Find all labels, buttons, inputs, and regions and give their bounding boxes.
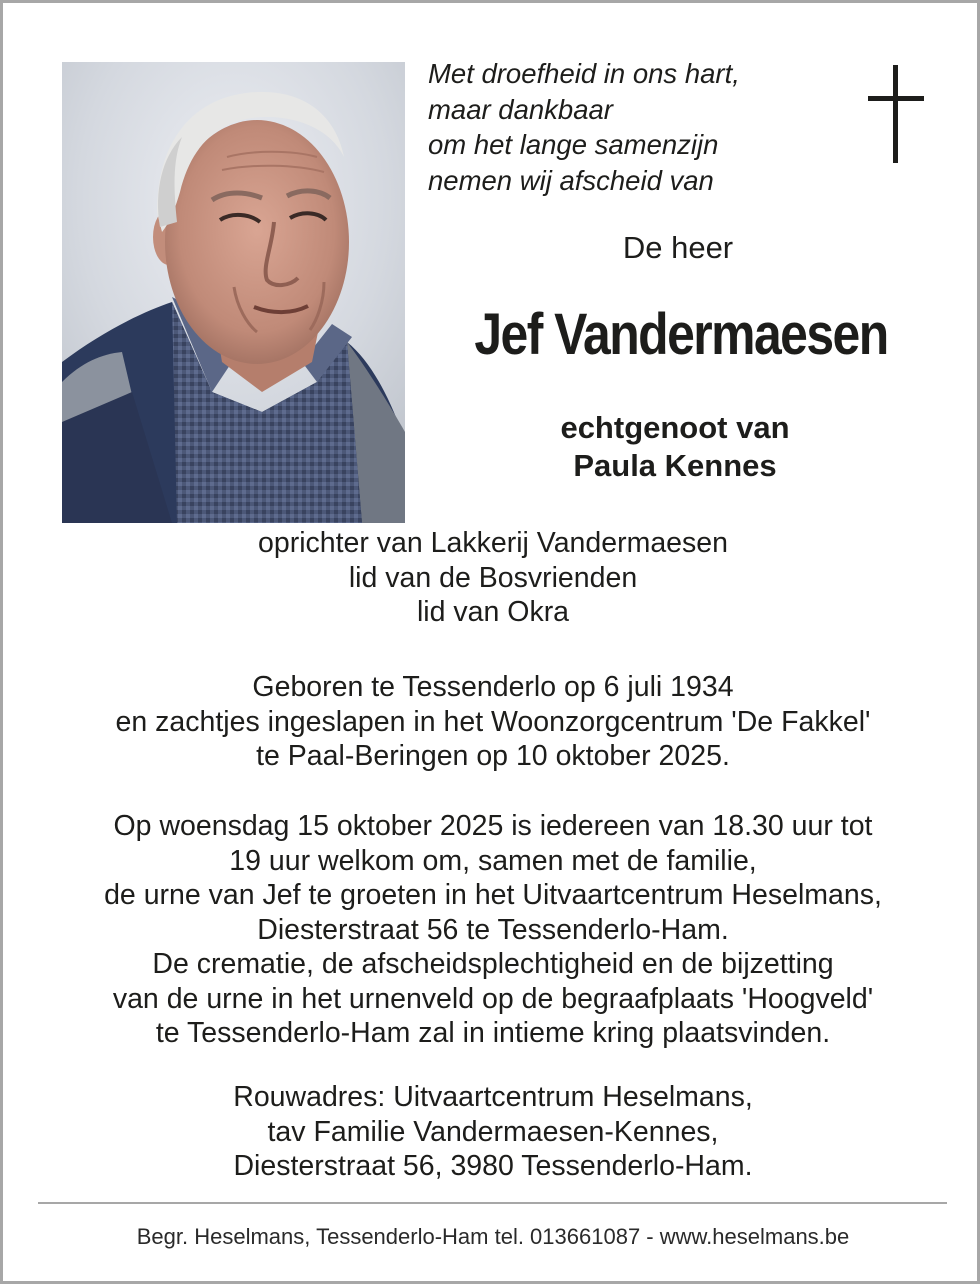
role-line: oprichter van Lakkerij Vandermaesen	[258, 527, 728, 559]
honorific: De heer	[622, 230, 734, 265]
opening-line: nemen wij afscheid van	[428, 164, 714, 196]
opening-line: om het lange samenzijn	[428, 129, 719, 160]
ceremony-block	[3, 809, 980, 1051]
address-block	[3, 1080, 980, 1184]
opening-line: maar dankbaar	[428, 93, 613, 125]
address-line: tav Familie Vandermaesen-Kennes,	[267, 1115, 719, 1148]
portrait-photo	[62, 62, 405, 523]
opening-text	[428, 56, 740, 198]
deceased-name: Jef Vandermaesen	[474, 302, 888, 367]
address-line: Rouwadres: Uitvaartcentrum Heselmans,	[233, 1081, 753, 1113]
cross-icon	[866, 65, 926, 163]
ceremony-line: Diesterstraat 56 te Tessenderlo-Ham.	[257, 913, 729, 946]
life-line: te Paal-Beringen op 10 oktober 2025.	[256, 740, 730, 772]
spouse-line: Paula Kennes	[573, 448, 777, 483]
portrait-icon	[62, 62, 405, 523]
ceremony-line: van de urne in het urnenveld op de begraafplaats 'Hoogveld'	[112, 982, 874, 1015]
spouse-info	[423, 409, 927, 485]
ceremony-line: De crematie, de afscheidsplechtigheid en de bijzetting	[152, 948, 834, 980]
role-line: lid van de Bosvrienden	[348, 561, 638, 594]
opening-line: Met droefheid in ons hart,	[428, 58, 740, 89]
life-line: en zachtjes ingeslapen in het Woonzorgcentrum 'De Fakkel'	[115, 705, 871, 738]
ceremony-line: te Tessenderlo-Ham zal in intieme kring plaatsvinden.	[155, 1017, 831, 1049]
footer-divider	[38, 1202, 947, 1204]
ceremony-line: 19 uur welkom om, samen met de familie,	[229, 844, 757, 877]
life-block	[3, 670, 980, 774]
roles-block	[3, 526, 980, 630]
life-line: Geboren te Tessenderlo op 6 juli 1934	[252, 671, 734, 703]
spouse-line: echtgenoot van	[560, 410, 790, 445]
funeral-home-footer: Begr. Heselmans, Tessenderlo-Ham tel. 013661087 - www.heselmans.be	[136, 1224, 850, 1249]
ceremony-line: Op woensdag 15 oktober 2025 is iedereen van 18.30 uur tot	[113, 810, 873, 842]
role-line: lid van Okra	[416, 596, 570, 628]
ceremony-line: de urne van Jef te groeten in het Uitvaartcentrum Heselmans,	[104, 879, 882, 911]
address-line: Diesterstraat 56, 3980 Tessenderlo-Ham.	[233, 1150, 753, 1182]
